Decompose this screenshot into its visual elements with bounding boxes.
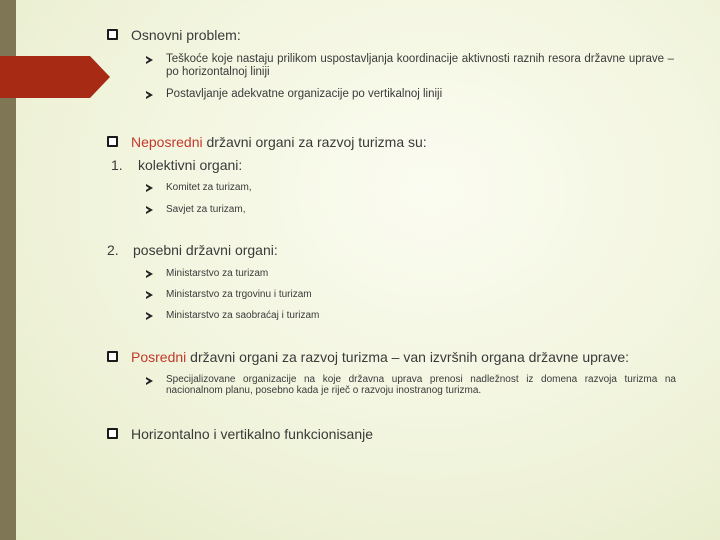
direct-highlight-text: Neposredni (131, 134, 203, 150)
problem-sub2: Postavljanje adekvatne organizacije po vertikalnoj liniji (166, 88, 443, 100)
problem-heading (107, 27, 241, 43)
problem-sub1: Teškoće koje nastaju prilikom uspostavljanja koordinacije aktivnosti raznih resora državne uprave – po horizontalnoj liniji (166, 53, 674, 78)
square-bullet-icon (107, 428, 118, 439)
final-heading (107, 426, 373, 442)
special-sub2: Ministarstvo za trgovinu i turizam (166, 289, 312, 300)
arrow-bullet-icon (146, 56, 153, 64)
special-sub1: Ministarstvo za turizam (166, 268, 269, 279)
list-number-2: 2. (107, 242, 119, 258)
collective-heading: kolektivni organi: (138, 157, 243, 173)
square-bullet-icon (107, 29, 118, 40)
indirect-highlight-text: Posredni (131, 349, 187, 365)
collective-sub1: Komitet za turizam, (166, 182, 252, 193)
arrow-bullet-icon (146, 270, 153, 278)
collective-sub2: Savjet za turizam, (166, 204, 246, 215)
arrow-bullet-icon (146, 206, 153, 214)
arrow-bullet-icon (146, 91, 153, 99)
square-bullet-icon (107, 136, 118, 147)
final-heading-text: Horizontalno i vertikalno funkcionisanje (131, 426, 374, 442)
arrow-bullet-icon (146, 312, 153, 320)
indirect-sub1: Specijalizovane organizacije na koje državna uprava prenosi nadležnost iz domena razvoja turizma na nacionalnom planu, posebno kada je riječ o razvoju inostranog turizma. (166, 374, 676, 397)
accent-arrow-shape (0, 56, 110, 98)
special-heading: posebni državni organi: (133, 242, 278, 258)
square-bullet-icon (107, 351, 118, 362)
arrow-bullet-icon (146, 377, 153, 385)
problem-heading-text: Osnovni problem: (131, 27, 241, 43)
special-sub3: Ministarstvo za saobraćaj i turizam (166, 310, 320, 321)
indirect-heading (107, 349, 629, 365)
arrow-bullet-icon (146, 184, 153, 192)
list-number-1: 1. (111, 157, 123, 173)
arrow-bullet-icon (146, 291, 153, 299)
direct-rest-text: državni organi za razvoj turizma su: (202, 134, 427, 150)
direct-heading (107, 134, 427, 150)
indirect-rest-text: državni organi za razvoj turizma – van izvršnih organa državne uprave: (186, 349, 630, 365)
